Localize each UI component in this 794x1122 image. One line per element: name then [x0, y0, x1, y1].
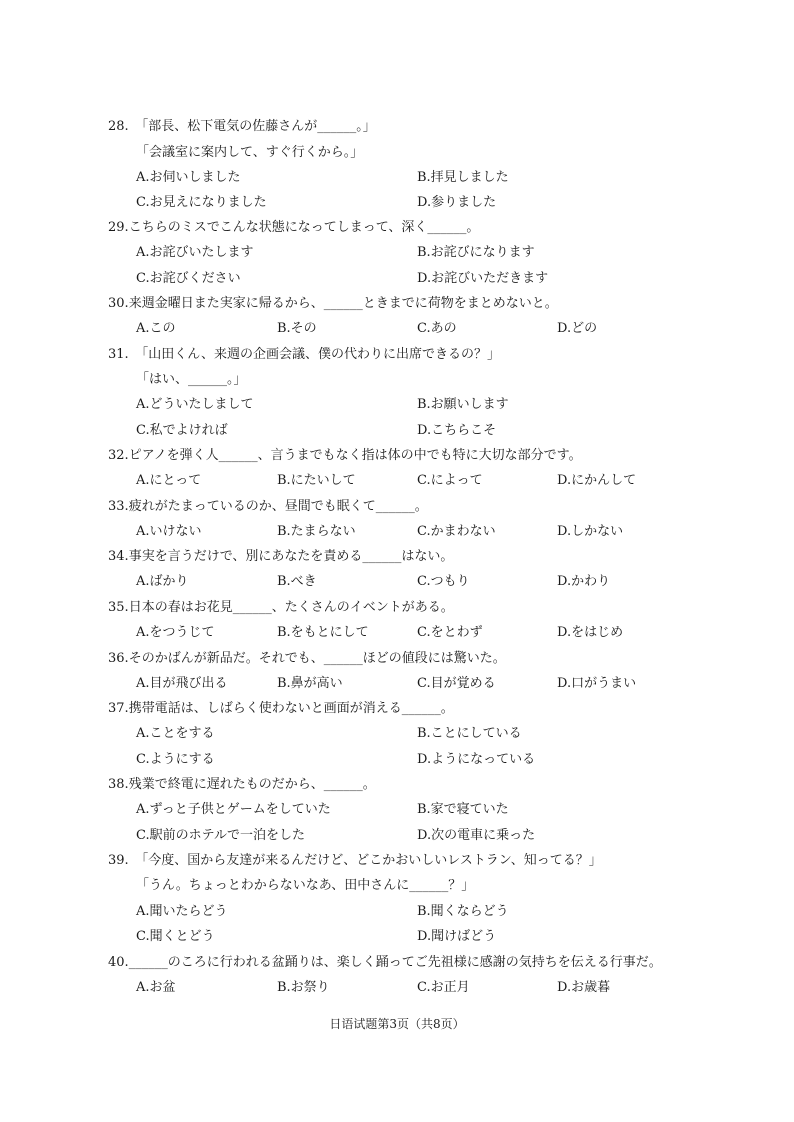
question-stem: 疲れがたまっているのか、昼間でも眠くて______。 [128, 499, 428, 514]
option-d: D.こちらこそ [417, 423, 497, 438]
option-a: A.お詫びいたします [136, 245, 254, 260]
option-b: B.聞くならどう [417, 904, 509, 919]
option-b: B.お祭り [277, 980, 330, 995]
question-31-reply: 「はい、______。」 [136, 372, 247, 387]
question-31 [108, 342, 708, 367]
option-d: D.聞けばどう [417, 929, 497, 944]
option-d: D.をはじめ [557, 625, 624, 640]
question-number: 39. [108, 853, 129, 868]
question-29 [108, 215, 708, 240]
question-37 [108, 696, 708, 721]
question-33 [108, 494, 708, 519]
option-a: A.にとって [136, 473, 202, 488]
option-d: D.口がうまい [557, 676, 637, 691]
question-stem: 残業で終電に遅れたものだから、______。 [128, 777, 376, 792]
question-number: 38. [108, 777, 129, 792]
option-c: C.お正月 [417, 980, 470, 995]
question-39-reply: 「うん。ちょっとわからないなあ、田中さんに______？」 [136, 878, 475, 893]
question-stem: 来週金曜日また実家に帰るから、______ときまでに荷物をまとめないと。 [128, 296, 558, 311]
option-c: C.駅前のホテルで一泊をした [136, 828, 305, 843]
option-a: A.ことをする [136, 726, 215, 741]
option-c: C.かまわない [417, 524, 496, 539]
question-stem: 事実を言うだけで、別にあなたを責める______はない。 [128, 549, 454, 564]
option-d: D.次の電車に乗った [417, 828, 536, 843]
option-c: C.目が覚める [417, 676, 496, 691]
option-c: C.私でよければ [136, 423, 228, 438]
question-39 [108, 848, 708, 873]
option-a: A.ずっと子供とゲームをしていた [136, 802, 331, 817]
question-stem: ピアノを弾く人______、言うまでもなく指は体の中でも特に大切な部分です。 [128, 448, 582, 463]
question-number: 34. [108, 549, 129, 564]
option-c: C.ようにする [136, 752, 215, 767]
question-28 [108, 114, 708, 139]
option-b: B.ことにしている [417, 726, 522, 741]
option-b: B.をもとにして [277, 625, 369, 640]
option-d: D.にかんして [557, 473, 637, 488]
option-c: C.によって [417, 473, 483, 488]
option-b: B.拝見しました [417, 170, 509, 185]
question-40 [108, 950, 708, 975]
option-c: C.をとわず [417, 625, 483, 640]
option-b: B.にたいして [277, 473, 356, 488]
question-number: 40. [108, 955, 129, 970]
question-34 [108, 544, 708, 569]
question-stem: 「今度、国から友達が来るんだけど、どこかおいしいレストラン、知ってる？」 [128, 853, 602, 868]
question-number: 33. [108, 499, 129, 514]
page-footer: 日语试题第3页（共8页） [329, 1017, 465, 1031]
question-32 [108, 443, 708, 468]
question-38 [108, 772, 708, 797]
option-a: A.目が飛び出る [136, 676, 228, 691]
option-c: C.聞くとどう [136, 929, 215, 944]
question-number: 28. [108, 119, 129, 134]
question-number: 37. [108, 701, 129, 716]
option-b: B.お願いします [417, 397, 509, 412]
option-d: D.しかない [557, 524, 624, 539]
question-number: 29. [108, 220, 129, 235]
question-28-reply: 「会議室に案内して、すぐ行くから。」 [136, 145, 364, 160]
question-stem: 「部長、松下電気の佐藤さんが______。」 [128, 119, 376, 134]
option-b: B.べき [277, 574, 317, 589]
option-a: A.聞いたらどう [136, 904, 228, 919]
option-d: D.お詫びいただきます [417, 271, 549, 286]
option-a: A.いけない [136, 524, 202, 539]
option-a: A.お伺いしました [136, 170, 241, 185]
option-d: D.かわり [557, 574, 611, 589]
option-a: A.をつうじて [136, 625, 215, 640]
question-36 [108, 646, 708, 671]
option-a: A.ばかり [136, 574, 189, 589]
option-c: C.お見えになりました [136, 195, 267, 210]
option-d: D.どの [557, 321, 598, 336]
question-number: 31. [108, 347, 129, 362]
option-c: C.あの [417, 321, 457, 336]
option-b: B.家で寝ていた [417, 802, 509, 817]
question-stem: こちらのミスでこんな状態になってしまって、深く______。 [128, 220, 480, 235]
question-35 [108, 595, 708, 620]
option-b: B.お詫びになります [417, 245, 535, 260]
question-number: 35. [108, 600, 129, 615]
option-b: B.鼻が高い [277, 676, 343, 691]
question-stem: ______のころに行われる盆踊りは、楽しく踊ってご先祖様に感謝の気持ちを伝える行事だ。 [128, 955, 662, 970]
question-stem: 携帯電話は、しばらく使わないと画面が消える______。 [128, 701, 454, 716]
question-stem: 「山田くん、来週の企画会議、僕の代わりに出席できるの？」 [128, 347, 500, 362]
option-a: A.どういたしまして [136, 397, 254, 412]
option-c: C.つもり [417, 574, 470, 589]
question-number: 36. [108, 651, 129, 666]
option-d: D.参りました [417, 195, 497, 210]
option-a: A.この [136, 321, 176, 336]
question-stem: 日本の春はお花見______、たくさんのイベントがある。 [128, 600, 454, 615]
option-c: C.お詫びください [136, 271, 241, 286]
question-stem: そのかばんが新品だ。それでも、______ほどの値段には驚いた。 [128, 651, 506, 666]
option-b: B.その [277, 321, 317, 336]
question-30 [108, 291, 708, 316]
option-d: D.ようになっている [417, 752, 536, 767]
option-d: D.お歳暮 [557, 980, 611, 995]
option-a: A.お盆 [136, 980, 176, 995]
option-b: B.たまらない [277, 524, 356, 539]
question-number: 30. [108, 296, 129, 311]
question-number: 32. [108, 448, 129, 463]
